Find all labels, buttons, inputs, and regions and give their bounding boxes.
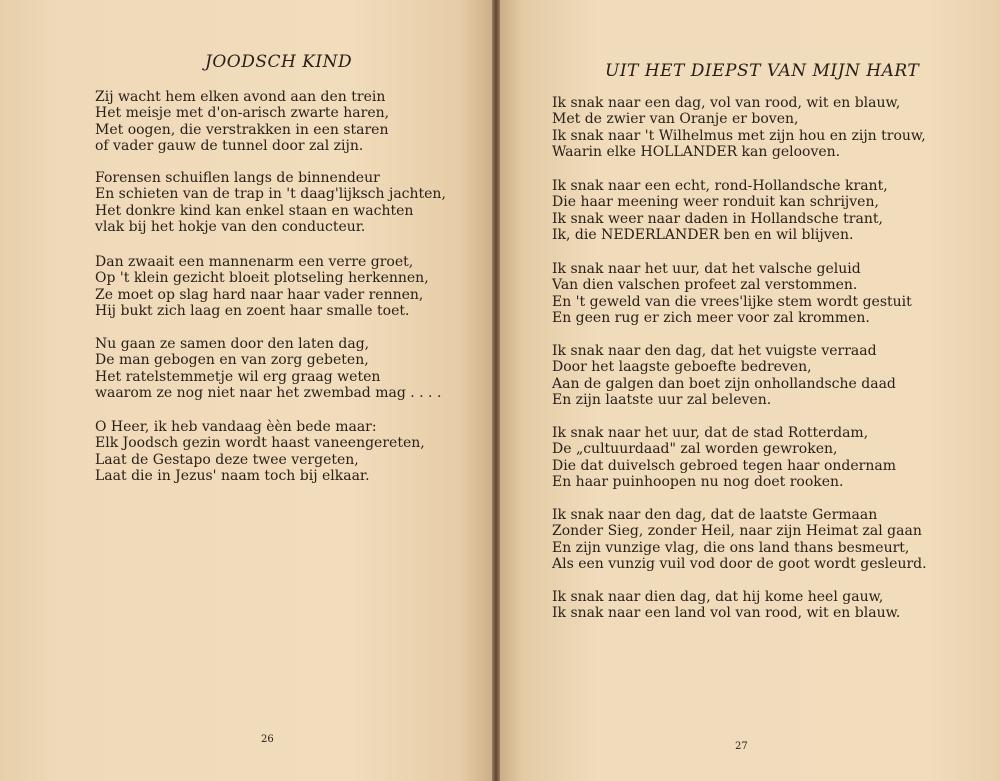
poem-line: Waarin elke HOLLANDER kan gelooven.: [552, 144, 841, 161]
stanza: [552, 261, 912, 327]
poem-line: Van dien valschen profeet zal verstommen.: [552, 277, 858, 294]
poem-line: Zij wacht hem elken avond aan den trein: [95, 89, 386, 105]
poem-line: Door het laagste geboefte bedreven,: [552, 359, 812, 376]
poem-line: Het ratelstemmetje wil erg graag weten: [95, 368, 381, 385]
poem-line: Ik, die NEDERLANDER ben en wil blijven.: [552, 227, 854, 244]
poem-line: De „cultuurdaad" zal worden gewroken,: [552, 441, 838, 458]
stanza: [552, 178, 888, 244]
left-page: [0, 0, 495, 781]
poem-line: Op 't klein gezicht bloeit plotseling herkennen,: [95, 270, 429, 287]
poem-title-joodsch-kind: JOODSCH KIND: [205, 52, 353, 72]
poem-line: Die haar meening weer ronduit kan schrijven,: [552, 194, 879, 211]
poem-line: Met de zwier van Oranje er boven,: [552, 111, 799, 128]
stanza: [552, 95, 926, 161]
poem-line: Hij bukt zich laag en zoent haar smalle toet.: [95, 303, 410, 320]
poem-line: Laat de Gestapo deze twee vergeten,: [95, 451, 359, 468]
page-number: 27: [735, 741, 748, 752]
poem-line: En haar puinhoopen nu nog doet rooken.: [552, 474, 844, 491]
poem-line: Die dat duivelsch gebroed tegen haar ondernam: [552, 457, 896, 474]
poem-line: Ik snak naar 't Wilhelmus met zijn hou en zijn trouw,: [552, 127, 926, 144]
poem-line: Ik snak weer naar daden in Hollandsche trant,: [552, 210, 883, 227]
stanza: [95, 89, 389, 155]
poem-line: En schieten van de trap in 't daag'lijksch jachten,: [95, 186, 446, 203]
poem-line: En zijn vunzige vlag, die ons land thans besmeurt,: [552, 539, 910, 556]
stanza: [95, 419, 425, 485]
poem-line: Nu gaan ze samen door den laten dag,: [95, 336, 370, 352]
poem-line: Elk Joodsch gezin wordt haast vaneengereten,: [95, 435, 425, 452]
poem-line: Ze moet op slag hard naar haar vader rennen,: [95, 286, 424, 303]
poem-line: Ik snak naar het uur, dat de stad Rotterdam,: [552, 425, 869, 441]
stanza: [552, 425, 896, 491]
poem-line: Ik snak naar dien dag, dat hij kome heel gauw,: [552, 589, 884, 605]
page-number: 26: [261, 734, 274, 745]
poem-line: Ik snak naar een land vol van rood, wit en blauw.: [552, 605, 901, 622]
poem-line: Ik snak naar een dag, vol van rood, wit en blauw,: [552, 95, 901, 111]
poem-line: Aan de galgen dan boet zijn onhollandsche daad: [552, 375, 896, 392]
poem-line: Laat die in Jezus' naam toch bij elkaar.: [95, 468, 370, 485]
poem-line: Ik snak naar den dag, dat de laatste Germaan: [552, 507, 878, 523]
stanza: [552, 343, 896, 409]
poem-line: Zonder Sieg, zonder Heil, naar zijn Heimat zal gaan: [552, 523, 922, 540]
poem-line: Ik snak naar het uur, dat het valsche geluid: [552, 261, 861, 277]
stanza: [95, 336, 441, 402]
stanza: [95, 254, 429, 320]
stanza: [552, 589, 900, 622]
poem-line: Het donkre kind kan enkel staan en wachten: [95, 202, 414, 219]
poem-line: Als een vunzig vuil vod door de goot wordt gesleurd.: [552, 556, 927, 573]
poem-line: Ik snak naar den dag, dat het vuigste verraad: [552, 343, 877, 359]
poem-line: of vader gauw de tunnel door zal zijn.: [95, 138, 364, 155]
poem-line: De man gebogen en van zorg gebeten,: [95, 352, 369, 369]
poem-line: vlak bij het hokje van den conducteur.: [95, 219, 366, 236]
poem-line: O Heer, ik heb vandaag èèn bede maar:: [95, 419, 377, 435]
stanza: [552, 507, 927, 573]
poem-title-uit-het-diepst: UIT HET DIEPST VAN MIJN HART: [605, 61, 920, 81]
poem-line: Dan zwaait een mannenarm een verre groet,: [95, 254, 414, 270]
right-page: [497, 0, 1000, 781]
book-gutter: [492, 0, 500, 781]
poem-line: Het meisje met d'on-arisch zwarte haren,: [95, 105, 390, 122]
poem-line: Ik snak naar een echt, rond-Hollandsche krant,: [552, 178, 888, 194]
poem-line: En geen rug er zich meer voor zal krommen.: [552, 310, 870, 327]
poem-line: En zijn laatste uur zal beleven.: [552, 392, 772, 409]
poem-line: waarom ze nog niet naar het zwembad mag . . . .: [95, 385, 442, 402]
stanza: [95, 170, 446, 236]
poem-line: Forensen schuiflen langs de binnendeur: [95, 170, 380, 186]
poem-line: En 't geweld van die vrees'lijke stem wordt gestuit: [552, 293, 912, 310]
poem-line: Met oogen, die verstrakken in een staren: [95, 121, 389, 138]
